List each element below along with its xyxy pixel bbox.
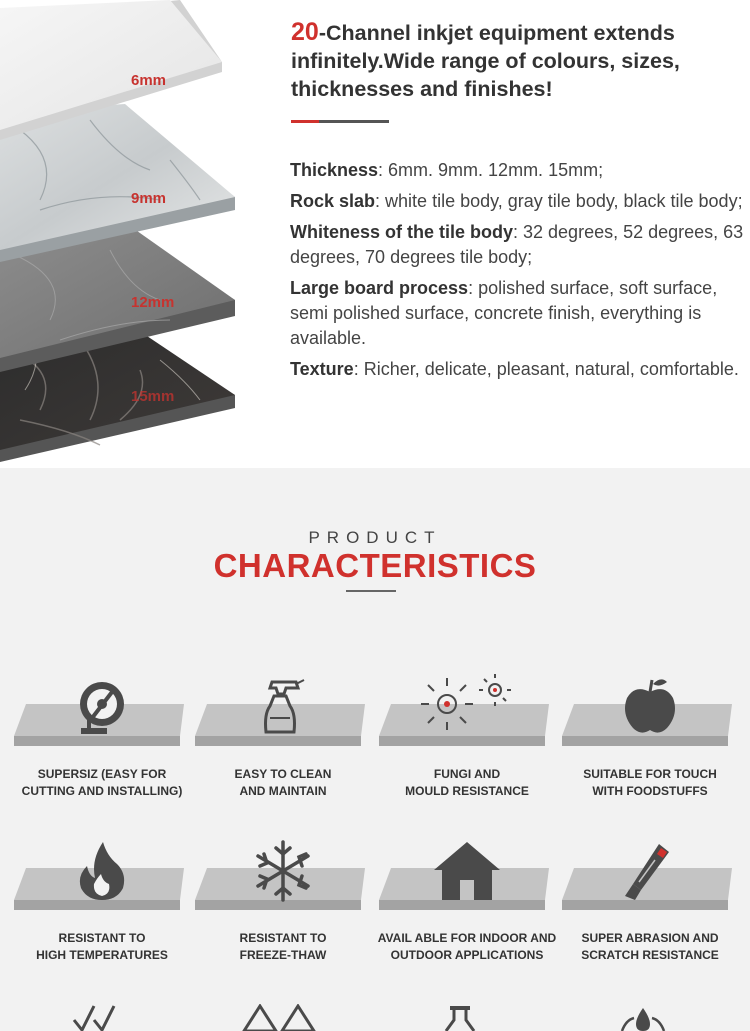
- feature-label: AVAIL ABLE FOR INDOOR AND OUTDOOR APPLICATIONS: [377, 931, 557, 962]
- apple-icon: [615, 674, 685, 744]
- spec-texture: Texture: Richer, delicate, pleasant, natural, comfortable.: [290, 359, 739, 379]
- house-icon: [432, 838, 502, 908]
- feature-fungi-resistance: [377, 674, 557, 824]
- snowflake-icon: [248, 838, 318, 908]
- feature-abrasion-resistance: [560, 838, 740, 988]
- water-drops-icon: [240, 1004, 320, 1031]
- feature-label: EASY TO CLEAN AND MAINTAIN: [234, 767, 332, 798]
- section-divider: [346, 590, 396, 592]
- slab-label-12mm: 12mm: [131, 294, 175, 311]
- spec-list: [290, 158, 746, 388]
- slab-label-6mm: 6mm: [131, 72, 167, 89]
- feature-high-temperature: [12, 838, 192, 988]
- slab-label-9mm: 9mm: [131, 190, 167, 207]
- section-title: CHARACTERISTICS: [213, 547, 537, 584]
- double-check-icon: [70, 1004, 130, 1031]
- feature-easy-clean: [193, 674, 373, 824]
- feature-label: RESISTANT TO HIGH TEMPERATURES: [36, 931, 168, 962]
- feature-indoor-outdoor: [377, 838, 557, 988]
- headline: [291, 18, 741, 103]
- headline-text: -Channel inkjet equipment extends infinitely.Wide range of colours, sizes, thicknesses and finishes!: [291, 21, 680, 101]
- utility-knife-icon: [615, 838, 685, 908]
- flask-icon: [440, 1004, 480, 1031]
- spec-rock-slab: Rock slab: white tile body, gray tile body, black tile body;: [290, 191, 743, 211]
- feature-label: SUPER ABRASION AND SCRATCH RESISTANCE: [581, 931, 719, 962]
- slab-stack-illustration: [0, 0, 260, 468]
- slab-stack-graphic: [0, 0, 260, 468]
- flame-icon: [67, 838, 137, 908]
- feature-food-contact: [560, 674, 740, 824]
- feature-supersize: [12, 674, 192, 824]
- feature-freeze-thaw: [193, 838, 373, 988]
- top-section: [0, 0, 750, 468]
- spec-board-process: Large board process: polished surface, soft surface, semi polished surface, concrete finish, everything is available.: [290, 278, 718, 348]
- drop-shield-icon: [618, 1004, 668, 1031]
- headline-number: 20: [291, 18, 319, 46]
- fungus-icon: [417, 674, 517, 744]
- feature-label: RESISTANT TO FREEZE-THAW: [239, 931, 327, 962]
- feature-label: SUPERSIZ (EASY FOR CUTTING AND INSTALLING): [21, 767, 183, 798]
- spec-whiteness: Whiteness of the tile body: 32 degrees, 52 degrees, 63 degrees, 70 degrees tile body;: [290, 222, 744, 267]
- spray-bottle-icon: [248, 674, 318, 744]
- spec-thickness: Thickness: 6mm. 9mm. 12mm. 15mm;: [290, 160, 604, 180]
- feature-label: SUITABLE FOR TOUCH WITH FOODSTUFFS: [583, 767, 717, 798]
- slab-label-15mm: 15mm: [131, 388, 175, 405]
- section-subtitle: PRODUCT: [308, 528, 442, 547]
- feature-label: FUNGI AND MOULD RESISTANCE: [405, 767, 529, 798]
- saw-blade-icon: [67, 674, 137, 744]
